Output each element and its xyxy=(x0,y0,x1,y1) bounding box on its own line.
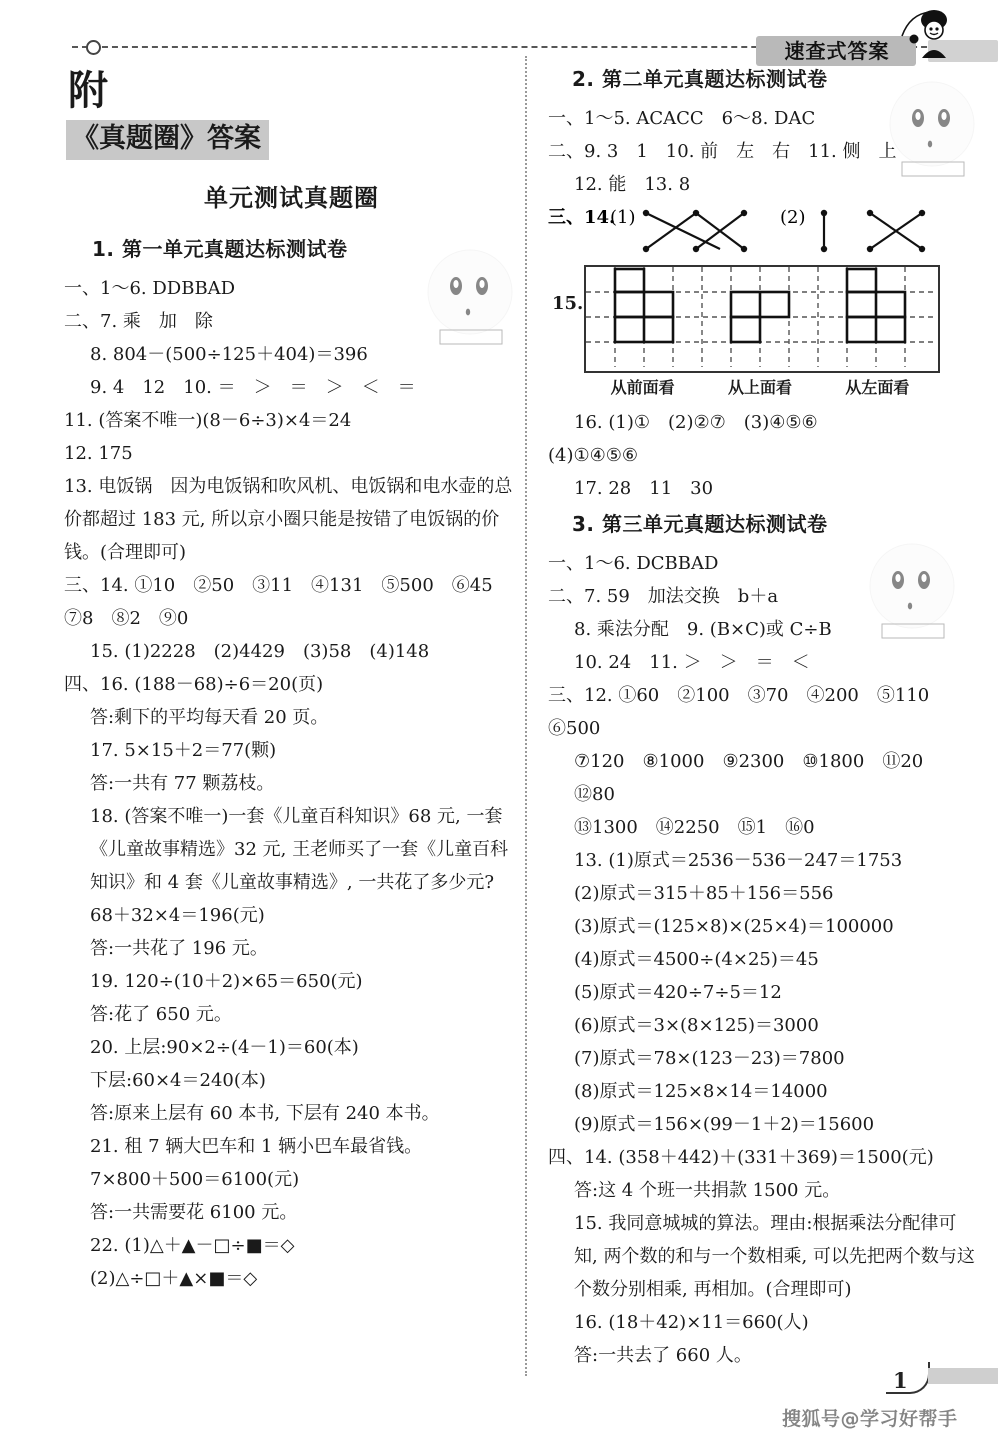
paper-title-unit-1: 1. 第一单元真题达标测试卷 xyxy=(92,237,348,261)
answer-line: 答:剩下的平均每天看 20 页。 xyxy=(90,707,329,728)
header-banner-label: 速查式答案 xyxy=(784,39,890,63)
left-answer-list xyxy=(64,272,519,1295)
answer-line: (4)原式＝4500÷(4×25)＝45 xyxy=(574,949,819,970)
answer-line: 7×800＋500＝6100(元) xyxy=(90,1169,300,1190)
answer-line: (3)原式＝(125×8)×(25×4)＝100000 xyxy=(574,916,894,937)
answer-line: (2)原式＝315＋85＋156＝556 xyxy=(574,883,834,904)
student-mascot-icon xyxy=(900,6,962,68)
answer-line: 三、14. ①10 ②50 ③11 ④131 ⑤500 ⑥45 ⑦8 ⑧2 ⑨0 xyxy=(64,575,493,629)
page-number-band xyxy=(928,1368,998,1384)
answer-line: 8. 乘法分配 9. (B×C)或 C÷B xyxy=(574,619,832,640)
answer-line: 答:一共需要花 6100 元。 xyxy=(90,1202,298,1223)
answer-line: (9)原式＝156×(99－1＋2)＝15600 xyxy=(574,1114,875,1135)
answer-line: 9. 4 12 10. ＝ ＞ ＝ ＞ ＜ ＝ xyxy=(90,377,416,398)
answer-line: 答:这 4 个班一共捐款 1500 元。 xyxy=(574,1180,841,1201)
caption-front-view: 从前面看 xyxy=(610,378,675,397)
answer-line: 一、1～6. DCBBAD xyxy=(548,553,719,574)
unit3-answer-list xyxy=(548,547,978,1372)
answer-line: 21. 租 7 辆大巴车和 1 辆小巴车最省钱。 xyxy=(90,1136,423,1157)
answer-line: 17. 5×15＋2＝77(颗) xyxy=(90,740,277,761)
item-14-matching-figure xyxy=(548,203,978,259)
svg-text:三、14.: 三、14. xyxy=(548,207,616,228)
answer-line: 答:原来上层有 60 本书, 下层有 240 本书。 xyxy=(90,1103,440,1124)
left-column xyxy=(64,60,519,1295)
answer-line: 15. 我同意城城的算法。理由:根据乘法分配律可知, 两个数的和与一个数相乘, 可以先把两个数与这个数分别相乘, 再相加。(合理即可) xyxy=(574,1213,975,1300)
answer-line: 一、1～6. DDBBAD xyxy=(64,278,236,299)
unit2-answer-list-top xyxy=(548,102,978,201)
answer-line: 12. 175 xyxy=(64,443,133,464)
item-15-projection-grid xyxy=(584,265,940,373)
answer-line: 18. (答案不唯一)一套《儿童百科知识》68 元, 一套《儿童故事精选》32 元, 王老师买了一套《儿童百科知识》和 4 套《儿童故事精选》, 一共花了多少元? xyxy=(90,806,509,893)
caption-top-view: 从上面看 xyxy=(727,378,792,397)
answer-line: (8)原式＝125×8×14＝14000 xyxy=(574,1081,828,1102)
answer-line: 8. 804－(500÷125＋404)＝396 xyxy=(90,344,368,365)
answer-line: 二、9. 3 1 10. 前 左 右 11. 侧 上 xyxy=(548,141,897,162)
answer-line: 答:花了 650 元。 xyxy=(90,1004,232,1025)
answer-line: 12. 能 13. 8 xyxy=(574,174,691,195)
caption-left-view: 从左面看 xyxy=(845,378,910,397)
unit2-answer-list-bottom xyxy=(548,406,978,505)
answer-line: 20. 上层:90×2÷(4－1)＝60(本) xyxy=(90,1037,359,1058)
page-title: 《真题圈》答案 xyxy=(66,120,269,160)
paper-title-unit-3: 3. 第三单元真题达标测试卷 xyxy=(572,512,828,536)
answer-line: 四、14. (358＋442)＋(331＋369)＝1500(元) xyxy=(548,1147,934,1168)
answer-line: ⑬1300 ⑭2250 ⑮1 ⑯0 xyxy=(574,817,815,838)
answer-line: (2)△÷□＋▲×■＝◇ xyxy=(90,1268,258,1289)
answer-line: 19. 120÷(10＋2)×65＝650(元) xyxy=(90,971,363,992)
answer-line: 16. (1)① (2)②⑦ (3)④⑤⑥ xyxy=(574,412,818,433)
answer-line: ⑦120 ⑧1000 ⑨2300 ⑩1800 ⑪20 ⑫80 xyxy=(574,751,942,805)
answer-line: (6)原式＝3×(8×125)＝3000 xyxy=(574,1015,819,1036)
answer-line: 13. 电饭锅 因为电饭锅和吹风机、电饭锅和电水壶的总价都超过 183 元, 所以京小圈只能是按错了电饭锅的价钱。(合理即可) xyxy=(64,476,513,563)
paper-title-unit-2: 2. 第二单元真题达标测试卷 xyxy=(572,67,828,91)
appendix-mark: 附 xyxy=(68,68,108,114)
answer-line: 22. (1)△＋▲－□÷■＝◇ xyxy=(90,1235,295,1256)
answer-line: 下层:60×4＝240(本) xyxy=(90,1070,266,1091)
answer-line: (5)原式＝420÷7÷5＝12 xyxy=(574,982,782,1003)
answer-line: 答:一共去了 660 人。 xyxy=(574,1345,752,1366)
right-column xyxy=(548,60,978,1372)
answer-line: 二、7. 乘 加 除 xyxy=(64,311,213,332)
cut-line-dot-icon xyxy=(86,40,101,55)
answer-line: 13. (1)原式＝2536－536－247＝1753 xyxy=(574,850,903,871)
answer-line: 16. (18＋42)×11＝660(人) xyxy=(574,1312,809,1333)
answer-line: 二、7. 59 加法交换 b＋a xyxy=(548,586,779,607)
answer-line: 答:一共有 77 颗荔枝。 xyxy=(90,773,275,794)
answer-line: (7)原式＝78×(123－23)＝7800 xyxy=(574,1048,845,1069)
item-15-label: 15. xyxy=(552,293,584,314)
section-title: 单元测试真题圈 xyxy=(204,184,379,212)
answer-line: 11. (答案不唯一)(8－6÷3)×4＝24 xyxy=(64,410,352,431)
answer-line: 10. 24 11. ＞ ＞ ＝ ＜ xyxy=(574,652,810,673)
column-divider xyxy=(525,56,527,1376)
answer-line: 三、12. ①60 ②100 ③70 ④200 ⑤110 ⑥500 xyxy=(548,685,948,739)
answer-line: 15. (1)2228 (2)4429 (3)58 (4)148 xyxy=(90,641,430,662)
answer-line: (4)①④⑤⑥ xyxy=(548,445,639,466)
answer-line: 一、1～5. ACACC 6～8. DAC xyxy=(548,108,816,129)
item-15-view-captions xyxy=(584,375,936,398)
page-number: 1 xyxy=(893,1368,908,1393)
svg-text:(2): (2) xyxy=(780,207,806,228)
svg-text:(1): (1) xyxy=(610,207,636,228)
answer-line: 四、16. (188－68)÷6＝20(页) xyxy=(64,674,324,695)
answer-line: 答:一共花了 196 元。 xyxy=(90,938,268,959)
answer-line: 68＋32×4＝196(元) xyxy=(90,905,265,926)
answer-line: 17. 28 11 30 xyxy=(574,478,714,499)
watermark-text: 搜狐号@学习好帮手 xyxy=(782,1408,958,1430)
